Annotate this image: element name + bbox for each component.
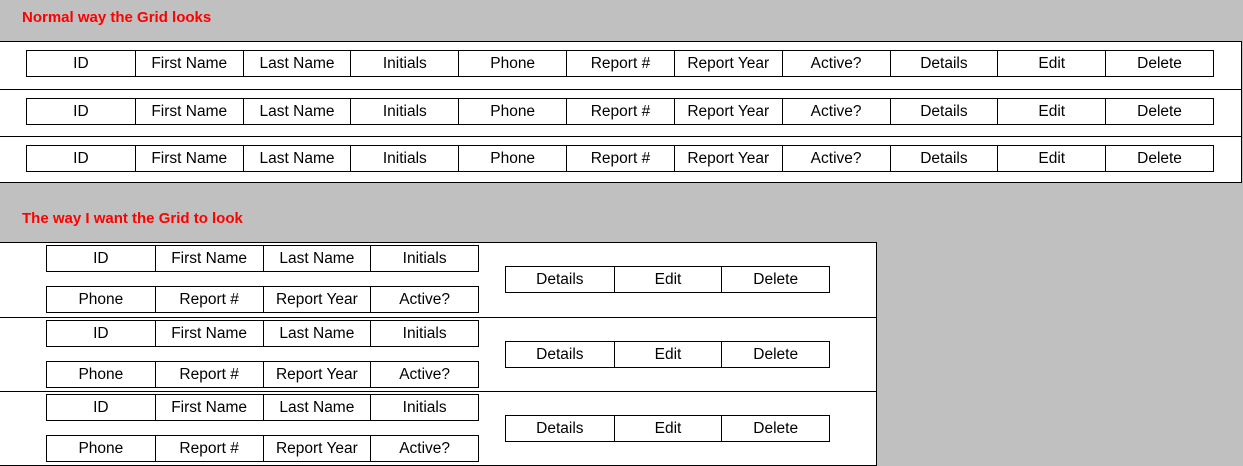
- cell-initials: Initials: [350, 146, 458, 171]
- cell-phone: Phone: [458, 146, 566, 171]
- cell-active: Active?: [782, 99, 890, 124]
- normal-grid-row: [0, 42, 1241, 88]
- cell-id: ID: [73, 102, 89, 120]
- cell-first-name: First Name: [135, 51, 243, 76]
- cell-edit[interactable]: Edit: [614, 267, 722, 292]
- cell-report-year: Report Year: [674, 99, 782, 124]
- cell-delete[interactable]: Delete: [1105, 51, 1213, 76]
- cell-report-number: Report #: [155, 287, 263, 312]
- cell-last-name: Last Name: [263, 321, 371, 346]
- cell-phone: Phone: [78, 439, 124, 457]
- cell-report-year: Report Year: [674, 146, 782, 171]
- cell-edit[interactable]: Edit: [997, 99, 1105, 124]
- cell-last-name: Last Name: [243, 51, 351, 76]
- normal-grid-row: [0, 89, 1241, 136]
- cell-report-year: Report Year: [263, 436, 371, 461]
- cell-active: Active?: [782, 51, 890, 76]
- desired-grid-row: [0, 243, 876, 317]
- cell-last-name: Last Name: [263, 395, 371, 420]
- cell-active: Active?: [370, 362, 478, 387]
- cell-first-name: First Name: [135, 146, 243, 171]
- desired-line2-strip: [46, 361, 479, 388]
- cell-last-name: Last Name: [243, 99, 351, 124]
- cell-initials: Initials: [370, 246, 478, 271]
- cell-first-name: First Name: [155, 246, 263, 271]
- heading-desired-grid: The way I want the Grid to look: [22, 210, 243, 227]
- cell-details[interactable]: Details: [536, 419, 584, 437]
- desired-grid-row: [0, 391, 876, 466]
- cell-id: ID: [93, 249, 109, 267]
- cell-report-number: Report #: [566, 99, 674, 124]
- cell-phone: Phone: [78, 365, 124, 383]
- cell-phone: Phone: [458, 51, 566, 76]
- desired-grid-row: [0, 317, 876, 392]
- cell-phone: Phone: [458, 99, 566, 124]
- normal-grid-row: [0, 136, 1241, 183]
- normal-grid-strip: [26, 98, 1214, 125]
- cell-details[interactable]: Details: [536, 345, 584, 363]
- cell-active: Active?: [782, 146, 890, 171]
- cell-initials: Initials: [350, 51, 458, 76]
- cell-first-name: First Name: [135, 99, 243, 124]
- cell-initials: Initials: [370, 321, 478, 346]
- cell-report-number: Report #: [155, 436, 263, 461]
- cell-details[interactable]: Details: [536, 270, 584, 288]
- cell-edit[interactable]: Edit: [997, 51, 1105, 76]
- normal-grid-strip: [26, 50, 1214, 77]
- desired-line1-strip: [46, 394, 479, 421]
- desired-line2-strip: [46, 286, 479, 313]
- cell-report-number: Report #: [566, 51, 674, 76]
- cell-delete[interactable]: Delete: [1105, 146, 1213, 171]
- desired-line2-strip: [46, 435, 479, 462]
- heading-normal-grid: Normal way the Grid looks: [22, 9, 212, 26]
- desired-line1-strip: [46, 320, 479, 347]
- cell-first-name: First Name: [155, 321, 263, 346]
- desired-actions-strip: [505, 266, 830, 293]
- cell-details[interactable]: Details: [890, 146, 998, 171]
- cell-report-number: Report #: [566, 146, 674, 171]
- cell-report-year: Report Year: [263, 362, 371, 387]
- cell-delete[interactable]: Delete: [721, 342, 829, 367]
- cell-delete[interactable]: Delete: [1105, 99, 1213, 124]
- cell-edit[interactable]: Edit: [997, 146, 1105, 171]
- cell-active: Active?: [370, 287, 478, 312]
- cell-active: Active?: [370, 436, 478, 461]
- cell-id: ID: [93, 398, 109, 416]
- cell-id: ID: [73, 149, 89, 167]
- cell-report-year: Report Year: [674, 51, 782, 76]
- cell-initials: Initials: [350, 99, 458, 124]
- desired-line1-strip: [46, 245, 479, 272]
- normal-grid-section: [0, 41, 1242, 183]
- cell-last-name: Last Name: [263, 246, 371, 271]
- cell-initials: Initials: [370, 395, 478, 420]
- desired-actions-strip: [505, 415, 830, 442]
- cell-delete[interactable]: Delete: [721, 416, 829, 441]
- cell-last-name: Last Name: [243, 146, 351, 171]
- cell-details[interactable]: Details: [890, 99, 998, 124]
- cell-details[interactable]: Details: [890, 51, 998, 76]
- cell-edit[interactable]: Edit: [614, 416, 722, 441]
- desired-grid-section: [0, 242, 877, 466]
- cell-delete[interactable]: Delete: [721, 267, 829, 292]
- cell-report-number: Report #: [155, 362, 263, 387]
- cell-phone: Phone: [78, 290, 124, 308]
- cell-report-year: Report Year: [263, 287, 371, 312]
- normal-grid-strip: [26, 145, 1214, 172]
- cell-id: ID: [93, 324, 109, 342]
- cell-id: ID: [73, 54, 89, 72]
- cell-edit[interactable]: Edit: [614, 342, 722, 367]
- cell-first-name: First Name: [155, 395, 263, 420]
- desired-actions-strip: [505, 341, 830, 368]
